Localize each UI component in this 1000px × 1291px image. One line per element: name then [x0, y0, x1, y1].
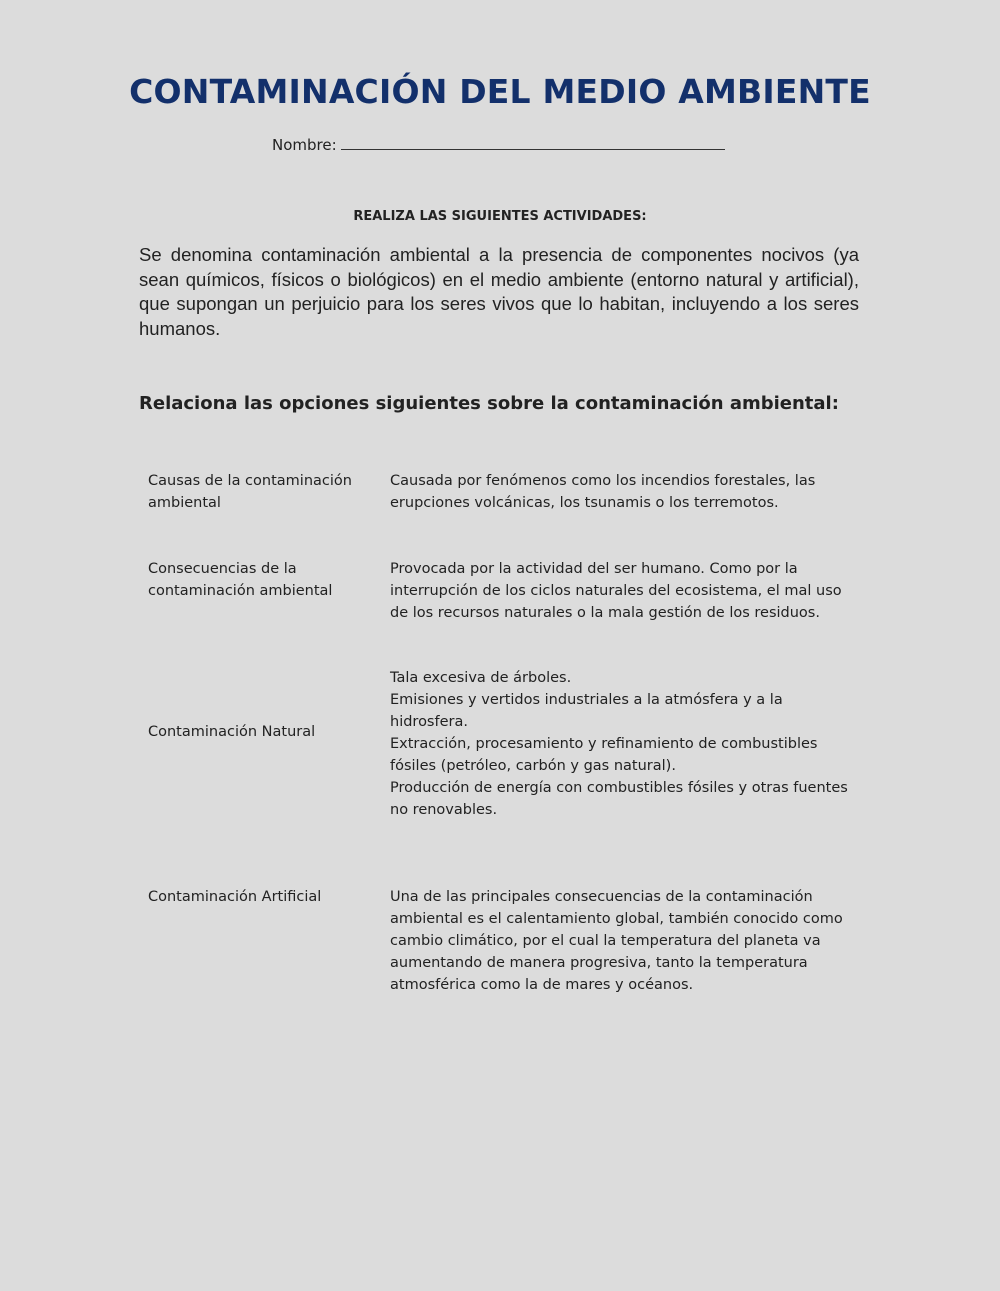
right-item-line: cambio climático, por el cual la temperatura del planeta va: [390, 933, 821, 949]
name-label: Nombre:: [272, 136, 337, 154]
name-field-row: [272, 135, 725, 154]
right-item-line: Tala excesiva de árboles.: [390, 670, 572, 686]
left-item-causas[interactable]: [148, 470, 368, 514]
right-item-line: hidrosfera.: [390, 714, 468, 730]
right-item-line: Provocada por la actividad del ser humano. Como por la: [390, 561, 798, 577]
right-item-line: Extracción, procesamiento y refinamiento de combustibles: [390, 736, 818, 752]
right-item-line: ambiental es el calentamiento global, también conocido como: [390, 911, 843, 927]
right-item-line: Causada por fenómenos como los incendios forestales, las: [390, 473, 816, 489]
left-item-line: Causas de la contaminación: [148, 473, 352, 489]
right-item-line: Una de las principales consecuencias de la contaminación: [390, 889, 813, 905]
page-title: CONTAMINACIÓN DEL MEDIO AMBIENTE: [129, 72, 871, 111]
right-item-line: interrupción de los ciclos naturales del ecosistema, el mal uso: [390, 583, 842, 599]
intro-paragraph: Se denomina contaminación ambiental a la presencia de componentes nocivos (ya sean químicos, físicos o biológicos) en el medio ambiente (entorno natural y artificial), que supongan un perjuicio para los seres vivos que lo habitan, incluyendo a los seres humanos.: [139, 244, 859, 339]
right-item-line: fósiles (petróleo, carbón y gas natural).: [390, 758, 676, 774]
right-item-line: Producción de energía con combustibles fósiles y otras fuentes: [390, 780, 848, 796]
right-item-causes-list[interactable]: [390, 667, 860, 821]
matching-instruction: Relaciona las opciones siguientes sobre la contaminación ambiental:: [139, 393, 839, 414]
left-item-line: Contaminación Natural: [148, 724, 316, 740]
right-item-line: de los recursos naturales o la mala gestión de los residuos.: [390, 605, 820, 621]
right-item-line: erupciones volcánicas, los tsunamis o los terremotos.: [390, 495, 779, 511]
left-item-line: Contaminación Artificial: [148, 889, 322, 905]
right-item-artificial-description[interactable]: [390, 558, 860, 624]
right-item-consequences-description[interactable]: [390, 886, 860, 996]
name-blank-line[interactable]: [341, 135, 725, 150]
left-item-line: contaminación ambiental: [148, 583, 333, 599]
left-item-artificial[interactable]: [148, 886, 368, 908]
right-item-line: aumentando de manera progresiva, tanto la temperatura: [390, 955, 808, 971]
left-item-line: Consecuencias de la: [148, 561, 297, 577]
left-item-consecuencias[interactable]: [148, 558, 368, 602]
left-item-line: ambiental: [148, 495, 221, 511]
right-item-line: atmosférica como la de mares y océanos.: [390, 977, 694, 993]
right-item-line: no renovables.: [390, 802, 498, 818]
right-item-line: Emisiones y vertidos industriales a la atmósfera y a la: [390, 692, 783, 708]
right-item-natural-description[interactable]: [390, 470, 860, 514]
left-item-natural[interactable]: [148, 721, 368, 743]
instructions-heading: REALIZA LAS SIGUIENTES ACTIVIDADES:: [353, 209, 647, 224]
